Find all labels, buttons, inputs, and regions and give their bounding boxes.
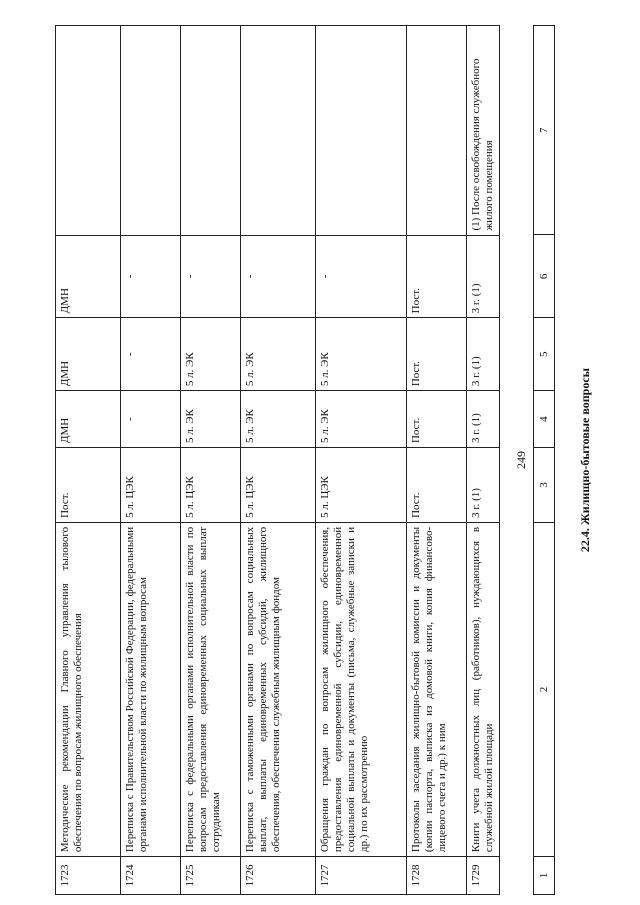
page-number: 249 (514, 451, 528, 469)
note-col7: (1) После освобождения служебного жилого помещения (470, 58, 496, 231)
row-description: Переписка с Правительством Российской Федерации, федеральными органами исполнительной власти по жилищным вопросам (121, 522, 180, 856)
retention-col3: 5 л. ЦЭК (121, 447, 180, 522)
row-number: 1726 (241, 856, 315, 894)
retention-col5: 5 л. ЭК (241, 317, 315, 390)
row-number: 1723 (56, 856, 120, 894)
table-row (407, 26, 467, 894)
row-description: Обращения граждан по вопросам жилищного обеспечения, предоставления единовременной субсидии, единовременной социальной выплаты и документы (письма, служебные записки и др.) по их рассмотрению (316, 522, 406, 856)
retention-col3: 5 л. ЦЭК (181, 447, 240, 522)
retention-col5: 5 л. ЭК (181, 317, 240, 390)
row-description: Методические рекомендации Главного управления тылового обеспечения по вопросам жилищного обеспечения (56, 522, 120, 856)
retention-col4: ДМН (56, 390, 120, 447)
retention-col5: Пост. (407, 317, 466, 390)
note-col7 (241, 26, 315, 235)
column-number: 2 (534, 522, 554, 856)
note-col7 (316, 26, 406, 235)
retention-col5: 3 г. (1) (467, 317, 499, 390)
column-number: 7 (538, 127, 550, 133)
retention-col3: 5 л. ЦЭК (241, 447, 315, 522)
table-row (467, 26, 499, 894)
retention-col4: 3 г. (1) (467, 390, 499, 447)
retention-col4: 5 л. ЭК (316, 390, 406, 447)
section-title: 22.4. Жилищно-бытовые вопросы (578, 367, 592, 553)
retention-col3: Пост. (56, 447, 120, 522)
column-number: 4 (534, 390, 554, 447)
column-number: 1 (534, 856, 554, 894)
row-description: Книги учета должностных лиц (работников), нуждающихся в служебной жилой площади (467, 522, 499, 856)
retention-col4: - (121, 390, 180, 447)
retention-col5: 5 л. ЭК (316, 317, 406, 390)
retention-col3: 3 г. (1) (467, 447, 499, 522)
row-number: 1725 (181, 856, 240, 894)
row-description: Протоколы заседания жилищно-бытовой комиссии и документы (копии паспорта, выписка из домовой книги, копия финансово-лицевого счета и др.) к ним (407, 522, 466, 856)
retention-col3: 5 л. ЦЭК (316, 447, 406, 522)
retention-col4: Пост. (407, 390, 466, 447)
retention-col4: 5 л. ЭК (181, 390, 240, 447)
table-row (181, 26, 241, 894)
row-description: Переписка с таможенными органами по вопросам социальных выплат, выплаты единовременных субсидий, жилищного обеспечения, обеспечения служебным жилищным фондом (241, 522, 315, 856)
retention-table (55, 25, 500, 895)
table-row (56, 26, 121, 894)
column-number-header (533, 25, 555, 895)
table-row (316, 26, 407, 894)
retention-col6: - (181, 235, 240, 318)
retention-col6: - (241, 235, 315, 318)
column-number: 3 (534, 447, 554, 522)
retention-col3: Пост. (407, 447, 466, 522)
retention-col6: ДМН (56, 235, 120, 318)
note-col7 (181, 26, 240, 235)
retention-col5: ДМН (56, 317, 120, 390)
row-number: 1729 (467, 856, 499, 894)
row-description: Переписка с федеральными органами исполнительной власти по вопросам предоставления единовременных социальных выплат сотрудникам (181, 522, 240, 856)
retention-col6: Пост. (407, 235, 466, 318)
retention-col6: - (316, 235, 406, 318)
retention-col6: - (121, 235, 180, 318)
column-number: 5 (534, 317, 554, 390)
table-row (121, 26, 181, 894)
note-col7 (56, 26, 120, 235)
table-row (241, 26, 316, 894)
row-number: 1728 (407, 856, 466, 894)
note-col7 (407, 26, 466, 235)
row-number: 1724 (121, 856, 180, 894)
rotated-page (55, 25, 610, 895)
column-number: 6 (534, 235, 554, 318)
retention-col4: 5 л. ЭК (241, 390, 315, 447)
row-number: 1727 (316, 856, 406, 894)
retention-col6: 3 г. (1) (467, 235, 499, 318)
note-col7 (121, 26, 180, 235)
retention-col5: - (121, 317, 180, 390)
